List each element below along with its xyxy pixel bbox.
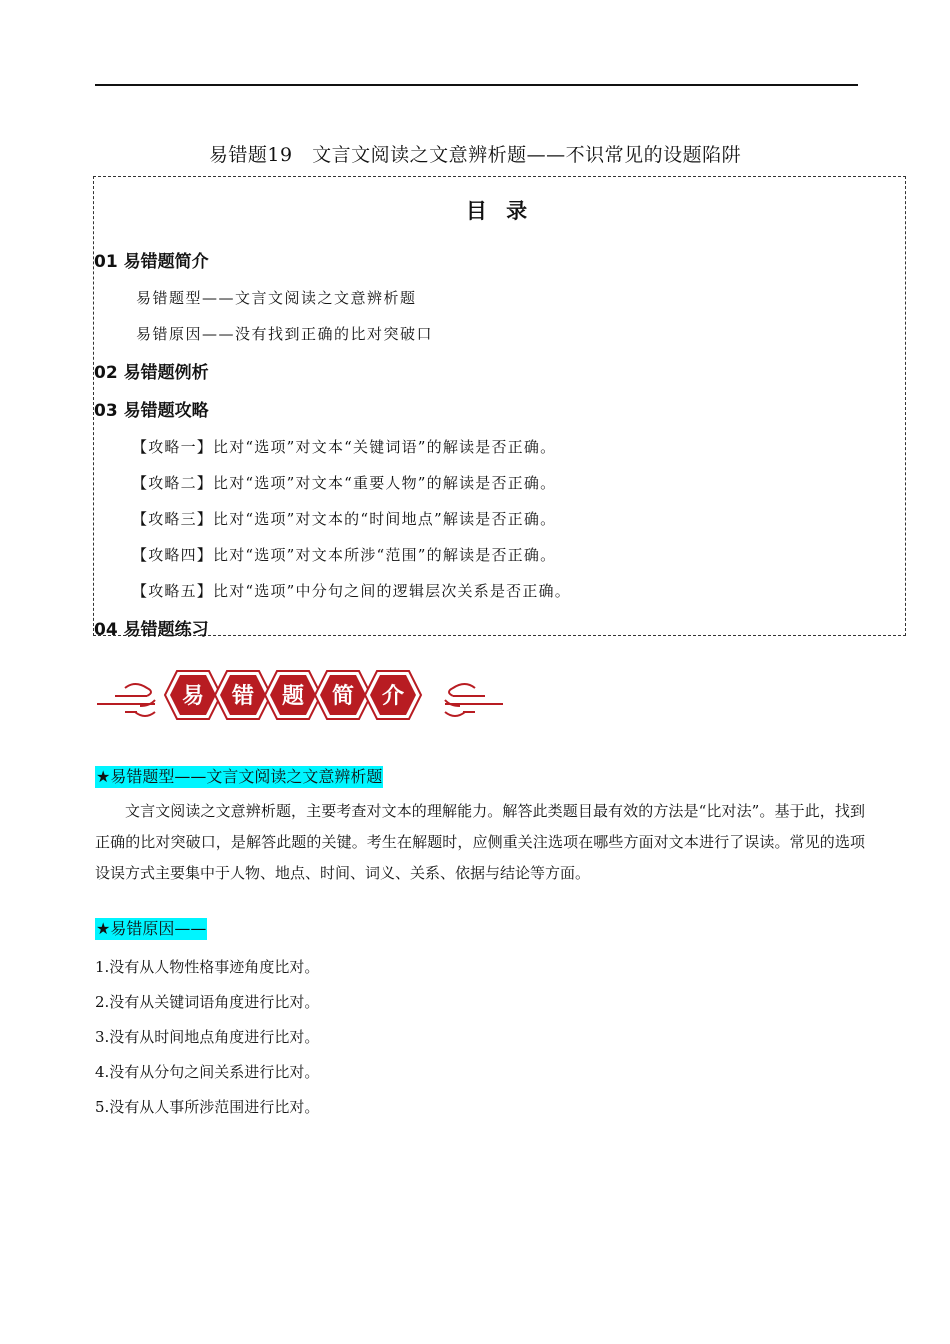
list-item: 3.没有从时间地点角度进行比对。 bbox=[95, 1028, 320, 1046]
document-title: 易错题19 文言文阅读之文意辨析题——不识常见的设题陷阱 bbox=[208, 144, 742, 166]
banner-char: 题 bbox=[281, 684, 305, 709]
section-heading-reason: ★易错原因—— bbox=[96, 919, 207, 938]
section-banner bbox=[95, 662, 505, 728]
toc-strategy-item[interactable]: 【攻略四】比对“选项”对文本所涉“范围”的解读是否正确。 bbox=[132, 546, 557, 564]
section-heading-type: ★易错题型——文言文阅读之文意辨析题 bbox=[96, 767, 383, 786]
header-rule bbox=[95, 84, 858, 86]
toc-section-strategies[interactable]: 03 易错题攻略 bbox=[94, 401, 209, 421]
section-type-paragraph: 文言文阅读之文意辨析题，主要考查对文本的理解能力。解答此类题目最有效的方法是“比对法”。基于此，找到正确的比对突破口，是解答此题的关键。考生在解题时，应侧重关注选项在哪些方面对文本进行了误读。常见的选项设误方式主要集中于人物、地点、时间、词义、关系、依据与结论等方面。 bbox=[95, 802, 865, 882]
toc-section-examples[interactable]: 02 易错题例析 bbox=[94, 363, 209, 383]
toc-heading: 目 录 bbox=[465, 199, 534, 223]
banner-char: 易 bbox=[181, 684, 205, 709]
table-of-contents bbox=[93, 176, 906, 640]
toc-strategy-item[interactable]: 【攻略五】比对“选项”中分句之间的逻辑层次关系是否正确。 bbox=[132, 582, 571, 600]
list-item: 5.没有从人事所涉范围进行比对。 bbox=[95, 1098, 320, 1116]
right-cloud-ornament-icon bbox=[445, 684, 503, 716]
banner-char: 介 bbox=[381, 684, 405, 709]
toc-strategy-item[interactable]: 【攻略三】比对“选项”对文本的“时间地点”解读是否正确。 bbox=[132, 510, 557, 528]
toc-strategy-item[interactable]: 【攻略一】比对“选项”对文本“关键词语”的解读是否正确。 bbox=[132, 438, 557, 456]
list-item: 1.没有从人物性格事迹角度比对。 bbox=[95, 958, 320, 976]
toc-sub-item-type[interactable]: 易错题型——文言文阅读之文意辨析题 bbox=[136, 289, 417, 307]
left-cloud-ornament-icon bbox=[97, 684, 155, 716]
banner-char: 错 bbox=[231, 684, 255, 709]
toc-section-practice[interactable]: 04 易错题练习 bbox=[94, 620, 209, 640]
banner-char: 简 bbox=[331, 684, 355, 709]
toc-strategy-item[interactable]: 【攻略二】比对“选项”对文本“重要人物”的解读是否正确。 bbox=[132, 474, 557, 492]
list-item: 4.没有从分句之间关系进行比对。 bbox=[95, 1063, 320, 1081]
list-item: 2.没有从关键词语角度进行比对。 bbox=[95, 993, 320, 1011]
toc-sub-item-reason[interactable]: 易错原因——没有找到正确的比对突破口 bbox=[136, 325, 434, 343]
toc-section-intro[interactable]: 01 易错题简介 bbox=[94, 252, 209, 272]
